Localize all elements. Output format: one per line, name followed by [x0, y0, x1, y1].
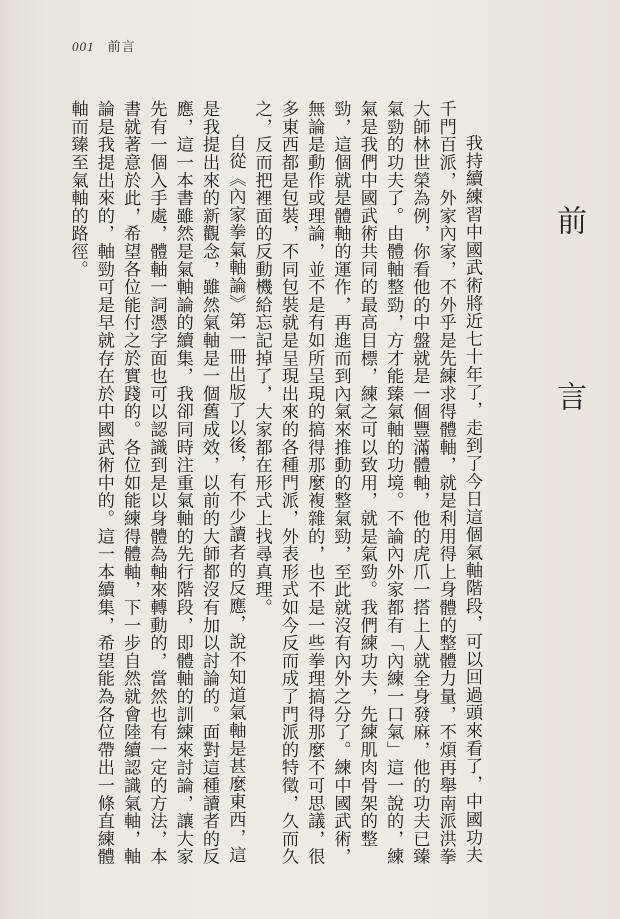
paragraph-2: 自從《內家拳氣軸論》第一冊出版了以後，有不少讀者的反應，說不知道氣軸是甚麼東西，這是我提出來的新觀念，雖然氣軸是一個舊成效，以前的大師都沒有加以討論的。面對這種讀者的反應，這一本書雖然是氣軸論的續集，我卻同時注重氣軸的先行階段，即體軸的訓練來討論，讓大家先有一個入手處，體軸一詞憑字面也可以認識到是以身體為軸來轉動的，當然也有一定的方法，本書就著意於此，希望各位能付之於實踐的。各位如能練得體軸，下一步自然就會陸續認識氣軸，軸論是我提出來的，軸勁可是早就存在於中國武術中的。這一本續集，希望能為各位帶出一條直練體軸而臻至氣軸的路徑。: [67, 100, 246, 866]
chapter-title: 前 言: [551, 205, 586, 469]
running-header: [72, 36, 136, 55]
page-number: 001: [72, 39, 95, 54]
running-header-section: 前言: [107, 40, 136, 55]
paragraph-1: 我持續練習中國武術將近七十年了，走到了今日這個氣軸階段，可以回過頭來看了，中國功夫千門百派，外家內家，不外乎是先練求得體軸，就是利用得上身體的整體力量，不煩再舉南派洪拳大師林世榮為例，你看他的中盤就是一個豐滿體軸，他的虎爪一搭上人就全身發麻，他的功夫已臻氣勁的功夫了。由體軸整勁，方才能臻氣軸的功境。不論內外家都有「內練一口氣」這一說的，練氣是我們中國武術共同的最高目標，練之可以致用，就是氣勁。我們練功夫，先練肌肉骨架的整勁，這個就是體軸的運作，再進而到內氣來推動的整氣勁，至此就沒有內外之分了。練中國武術，無論是動作或理論，並不是有如所呈現的搞得那麼複雜的，也不是一些拳理搞得那麼不可思議，很多東西都是包裝，不同包裝就是呈現出來的各種門派，外表形式如今反而成了門派的特徵，久而久之，反而把裡面的反動機給忘記掉了，大家都在形式上找尋真理。: [251, 100, 482, 866]
body-text: [67, 100, 485, 870]
